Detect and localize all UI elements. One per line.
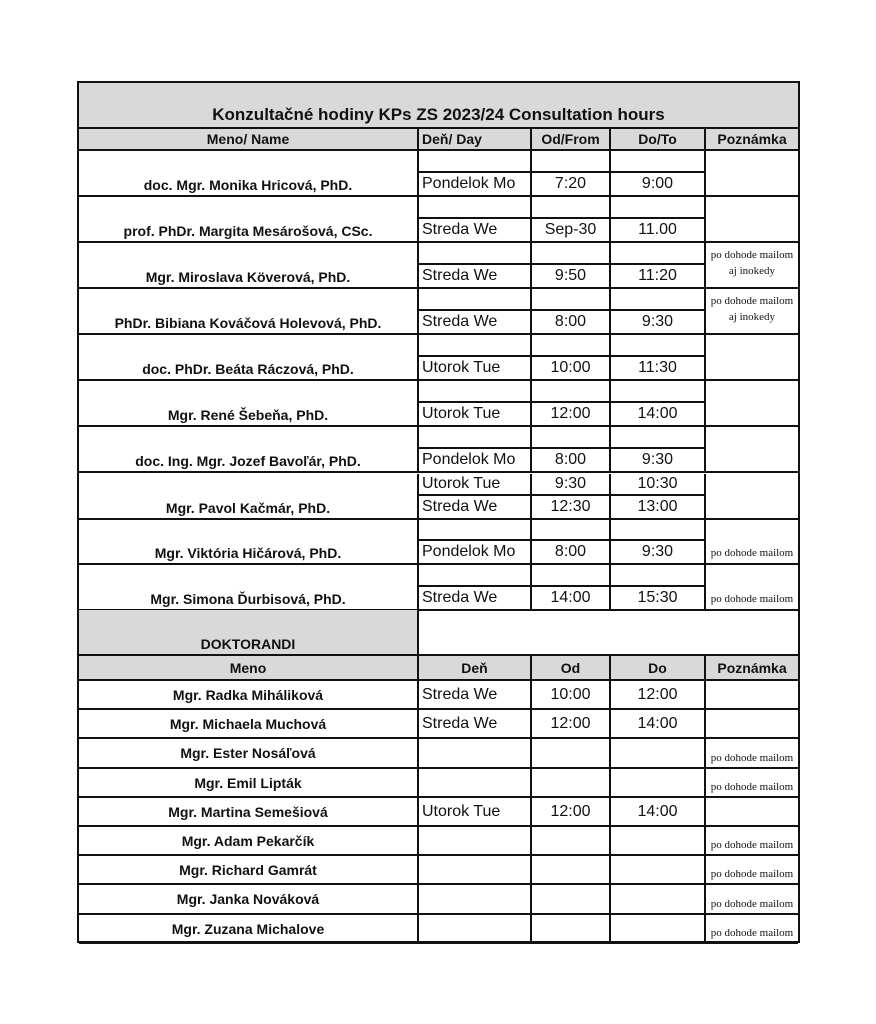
schedule-to: 14:00: [611, 403, 706, 425]
schedule-to-blank: [611, 519, 706, 539]
schedule-line: [419, 710, 798, 737]
doctoral-header-name: Meno: [79, 656, 419, 679]
schedule-from-blank: [532, 243, 611, 263]
staff-row: [79, 565, 798, 611]
doctoral-name: Mgr. Martina Semešiová: [79, 798, 419, 825]
schedule-to: 12:00: [611, 681, 706, 708]
doctoral-name: Mgr. Michaela Muchová: [79, 710, 419, 737]
schedule-from: [532, 885, 611, 913]
schedule-from: 9:30: [532, 474, 611, 494]
schedule-from: 8:00: [532, 311, 611, 333]
doctoral-row: [79, 798, 798, 827]
schedule-from: Sep-30: [532, 219, 611, 241]
divider: [704, 474, 706, 518]
schedule-from-blank: [532, 197, 611, 217]
schedule-from: 8:00: [532, 449, 611, 471]
schedule-from: 10:00: [532, 357, 611, 379]
schedule-day: Streda We: [419, 265, 532, 287]
schedule-to: 15:30: [611, 587, 706, 609]
schedule-line: [419, 357, 798, 379]
staff-name: Mgr. Simona Ďurbisová, PhD.: [79, 565, 419, 609]
consultation-table: [77, 81, 800, 943]
schedule-to-blank: [611, 335, 706, 355]
schedule-day: [419, 827, 532, 854]
schedule-to: [611, 769, 706, 796]
schedule-from: [532, 827, 611, 854]
staff-note: po dohode mailom aj inokedy: [710, 249, 794, 277]
staff-row: [79, 243, 798, 289]
staff-name: Mgr. Viktória Hičárová, PhD.: [79, 519, 419, 563]
doctoral-header-to: Do: [611, 656, 706, 679]
schedule-from: 14:00: [532, 587, 611, 609]
schedule-to: 9:30: [611, 311, 706, 333]
doctoral-row: [79, 769, 798, 798]
schedule-from-blank: [532, 565, 611, 585]
schedule-day: Pondelok Mo: [419, 449, 532, 471]
schedule-day: Streda We: [419, 681, 532, 708]
schedule-line-blank: [419, 335, 798, 355]
schedule-day: [419, 915, 532, 942]
staff-row: [79, 289, 798, 335]
schedule-to: 14:00: [611, 710, 706, 737]
divider: [704, 335, 706, 379]
doctoral-note: po dohode mailom: [710, 898, 794, 910]
doctoral-name: Mgr. Radka Miháliková: [79, 681, 419, 708]
schedule-from: 8:00: [532, 541, 611, 563]
staff-name: Mgr. René Šebeňa, PhD.: [79, 381, 419, 425]
staff-row: [79, 151, 798, 197]
staff-name: Mgr. Pavol Kačmár, PhD.: [79, 474, 419, 518]
divider: [704, 427, 706, 471]
schedule-day-blank: [419, 289, 532, 309]
schedule-line-blank: [419, 427, 798, 447]
schedule-from: 10:00: [532, 681, 611, 708]
schedule-from: 12:00: [532, 798, 611, 825]
schedule-to-blank: [611, 289, 706, 309]
doctoral-note: po dohode mailom: [710, 839, 794, 851]
schedule-line-blank: [419, 151, 798, 171]
schedule-to: 11.00: [611, 219, 706, 241]
schedule-day-blank: [419, 519, 532, 539]
schedule-to: [611, 827, 706, 854]
divider: [417, 610, 419, 654]
schedule-line-blank: [419, 197, 798, 217]
schedule-line-blank: [419, 519, 798, 539]
doctoral-header-day: Deň: [419, 656, 532, 679]
schedule-from: [532, 769, 611, 796]
schedule-to: 9:30: [611, 541, 706, 563]
schedule-day: Streda We: [419, 311, 532, 333]
schedule-to-blank: [611, 151, 706, 171]
schedule-day-blank: [419, 243, 532, 263]
schedule-from-blank: [532, 427, 611, 447]
table-title: Konzultačné hodiny KPs ZS 2023/24 Consultation hours: [212, 105, 665, 124]
doctoral-section-label: DOKTORANDI: [200, 636, 296, 652]
divider: [704, 151, 706, 195]
schedule-to: [611, 885, 706, 913]
doctoral-name: Mgr. Zuzana Michalove: [79, 915, 419, 942]
doctoral-name: Mgr. Ester Nosáľová: [79, 739, 419, 767]
schedule-to-blank: [611, 565, 706, 585]
staff-note: po dohode mailom: [710, 547, 794, 559]
staff-name: doc. Ing. Mgr. Jozef Bavoľár, PhD.: [79, 427, 419, 471]
schedule-day: Utorok Tue: [419, 798, 532, 825]
staff-name: PhDr. Bibiana Kováčová Holevová, PhD.: [79, 289, 419, 333]
schedule-from: 12:00: [532, 403, 611, 425]
doctoral-header-row: [79, 656, 798, 681]
schedule-line-blank: [419, 565, 798, 585]
header-from: Od/From: [532, 129, 611, 149]
schedule-to: 13:00: [611, 496, 706, 518]
doctoral-row: [79, 915, 798, 944]
schedule-day-blank: [419, 197, 532, 217]
staff-name: prof. PhDr. Margita Mesárošová, CSc.: [79, 197, 419, 241]
doctoral-row: [79, 827, 798, 856]
schedule-day-blank: [419, 565, 532, 585]
schedule-line-blank: [419, 381, 798, 401]
table-title-band: [79, 83, 798, 129]
schedule-line: [419, 496, 798, 518]
schedule-day: [419, 769, 532, 796]
divider: [704, 197, 706, 241]
doctoral-row: [79, 885, 798, 915]
schedule-day: Streda We: [419, 587, 532, 609]
schedule-to: [611, 915, 706, 942]
header-day: Deň/ Day: [419, 129, 532, 149]
schedule-line: [419, 798, 798, 825]
schedule-day: [419, 739, 532, 767]
schedule-to: 9:00: [611, 173, 706, 195]
schedule-to: 11:30: [611, 357, 706, 379]
schedule-from: 7:20: [532, 173, 611, 195]
schedule-day-blank: [419, 151, 532, 171]
schedule-day: Pondelok Mo: [419, 541, 532, 563]
schedule-from: [532, 915, 611, 942]
schedule-from-blank: [532, 335, 611, 355]
staff-row: [79, 335, 798, 381]
staff-header-row: [79, 129, 798, 151]
doctoral-row: [79, 739, 798, 769]
doctoral-header-from: Od: [532, 656, 611, 679]
doctoral-name: Mgr. Emil Lipták: [79, 769, 419, 796]
schedule-to-blank: [611, 427, 706, 447]
schedule-from-blank: [532, 151, 611, 171]
header-name: Meno/ Name: [79, 129, 419, 149]
schedule-to: 9:30: [611, 449, 706, 471]
doctoral-name: Mgr. Adam Pekarčík: [79, 827, 419, 854]
schedule-from: [532, 739, 611, 767]
schedule-line: [419, 681, 798, 708]
staff-name: Mgr. Miroslava Köverová, PhD.: [79, 243, 419, 287]
doctoral-name: Mgr. Janka Nováková: [79, 885, 419, 913]
staff-row: [79, 519, 798, 565]
schedule-day: Streda We: [419, 496, 532, 518]
schedule-line: [419, 449, 798, 471]
doctoral-note: po dohode mailom: [710, 781, 794, 793]
staff-row: [79, 197, 798, 243]
schedule-from: 9:50: [532, 265, 611, 287]
schedule-day: Streda We: [419, 219, 532, 241]
schedule-day: Pondelok Mo: [419, 173, 532, 195]
schedule-to: 11:20: [611, 265, 706, 287]
schedule-to: 10:30: [611, 474, 706, 494]
schedule-from: [532, 856, 611, 883]
staff-note: po dohode mailom: [710, 593, 794, 605]
doctoral-row: [79, 856, 798, 885]
schedule-to-blank: [611, 381, 706, 401]
staff-name: doc. Mgr. Monika Hricová, PhD.: [79, 151, 419, 195]
doctoral-row: [79, 710, 798, 739]
header-note: Poznámka: [717, 131, 787, 147]
schedule-from-blank: [532, 289, 611, 309]
schedule-day: Utorok Tue: [419, 474, 532, 494]
doctoral-name: Mgr. Richard Gamrát: [79, 856, 419, 883]
header-to: Do/To: [611, 129, 706, 149]
schedule-to: [611, 739, 706, 767]
schedule-from-blank: [532, 381, 611, 401]
schedule-to-blank: [611, 197, 706, 217]
schedule-day: [419, 856, 532, 883]
doctoral-row: [79, 681, 798, 710]
staff-name: doc. PhDr. Beáta Ráczová, PhD.: [79, 335, 419, 379]
doctoral-note: po dohode mailom: [710, 868, 794, 880]
schedule-from-blank: [532, 519, 611, 539]
schedule-line: [419, 474, 798, 494]
schedule-to: [611, 856, 706, 883]
divider: [704, 381, 706, 425]
schedule-line: [419, 219, 798, 241]
doctoral-header-note: Poznámka: [717, 659, 787, 676]
schedule-day: Utorok Tue: [419, 357, 532, 379]
schedule-to: 14:00: [611, 798, 706, 825]
staff-row: [79, 474, 798, 520]
schedule-day: [419, 885, 532, 913]
doctoral-note: po dohode mailom: [710, 752, 794, 764]
schedule-from: 12:30: [532, 496, 611, 518]
doctoral-note: po dohode mailom: [710, 927, 794, 939]
schedule-to-blank: [611, 243, 706, 263]
schedule-day: Streda We: [419, 710, 532, 737]
schedule-day-blank: [419, 381, 532, 401]
schedule-day-blank: [419, 335, 532, 355]
schedule-day-blank: [419, 427, 532, 447]
staff-row: [79, 381, 798, 427]
schedule-day: Utorok Tue: [419, 403, 532, 425]
schedule-from: 12:00: [532, 710, 611, 737]
staff-note: po dohode mailom aj inokedy: [710, 295, 794, 323]
schedule-line: [419, 403, 798, 425]
schedule-line: [419, 173, 798, 195]
staff-row: [79, 427, 798, 473]
